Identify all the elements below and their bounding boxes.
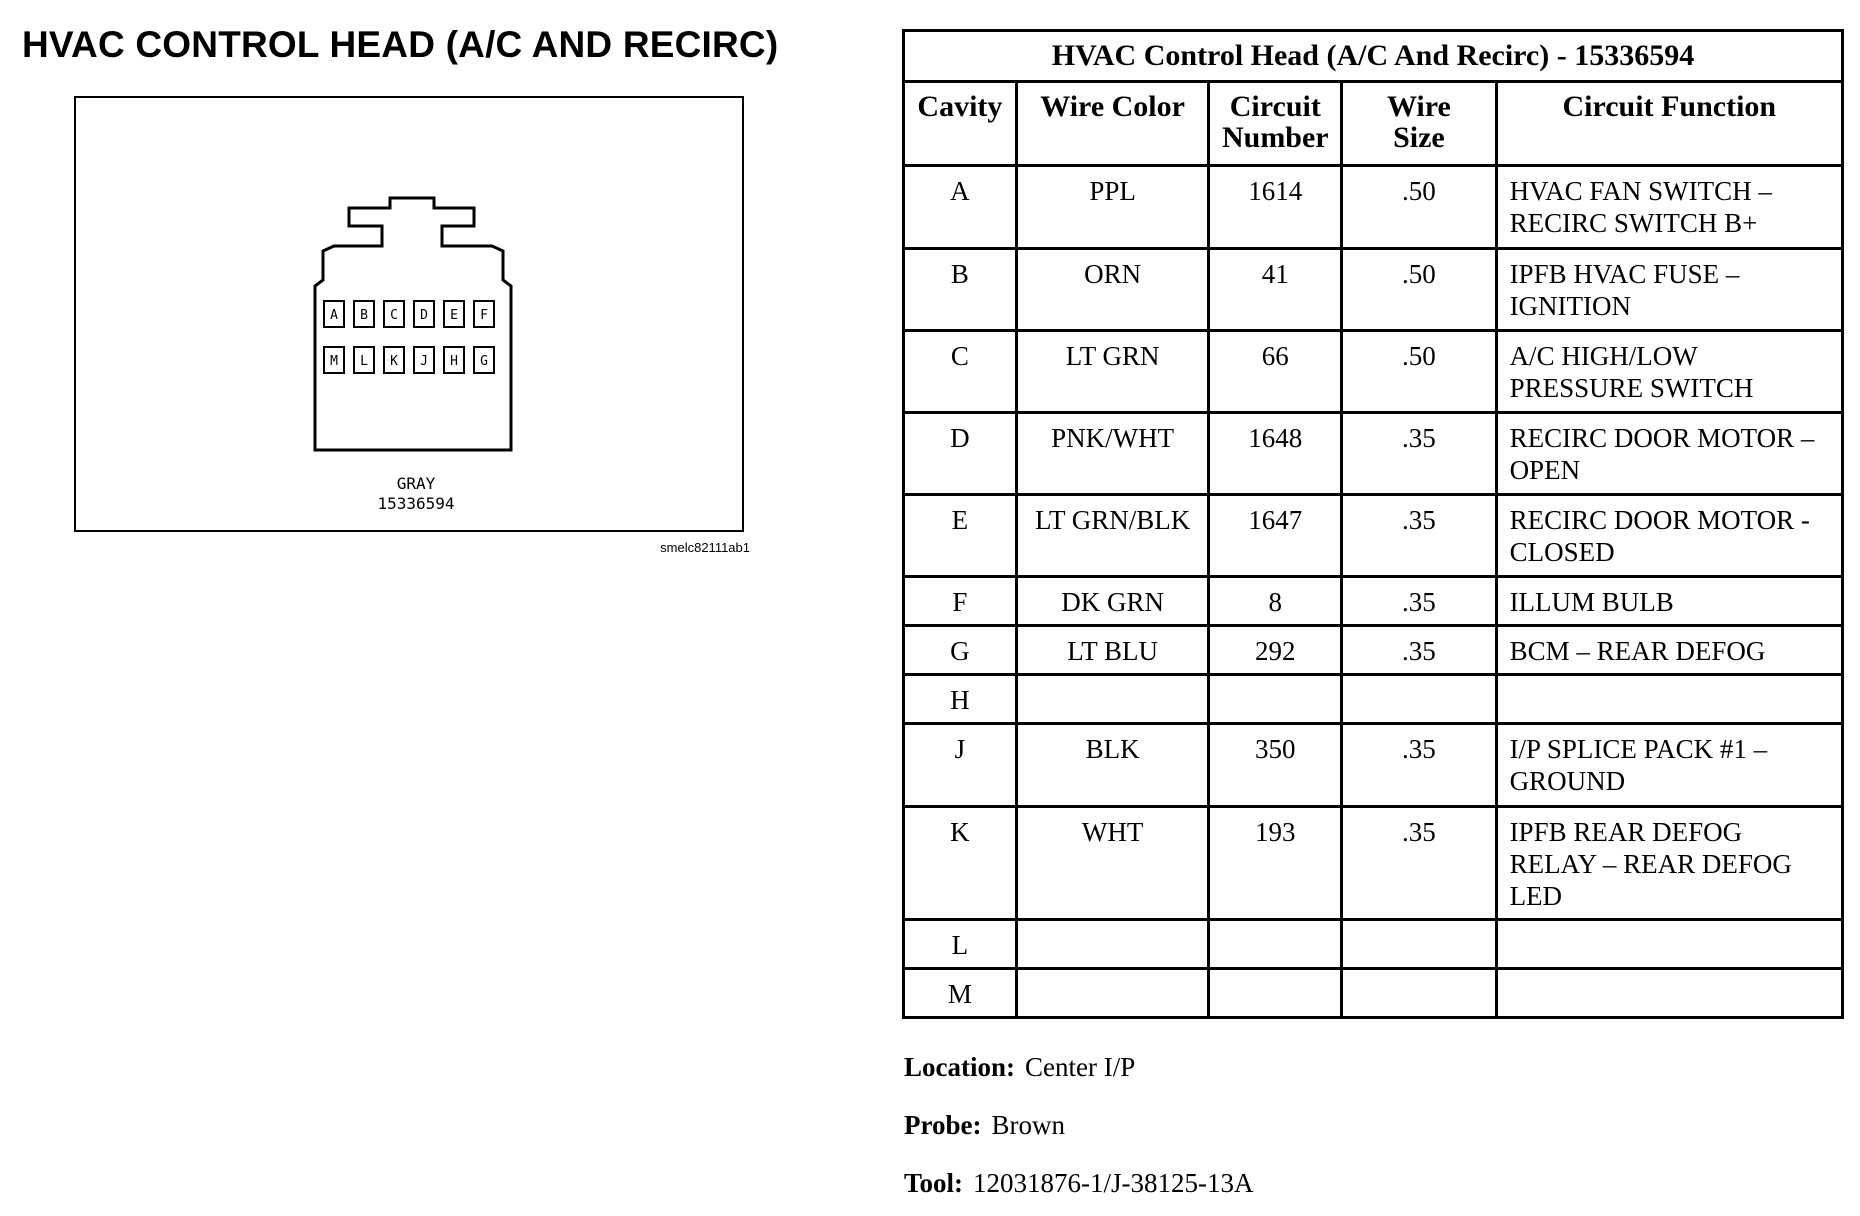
cell-wire-size: .35 [1342,413,1496,495]
table-row [904,331,1843,413]
cell-wire-color: WHT [1016,807,1209,920]
cell-circuit-number [1209,675,1342,724]
header-cavity: Cavity [904,82,1017,166]
cell-circuit-function [1496,920,1842,969]
cell-circuit-function: BCM – REAR DEFOG [1496,626,1842,675]
connector-color-label: GRAY [396,474,436,493]
cell-circuit-function: ILLUM BULB [1496,577,1842,626]
cell-wire-color: DK GRN [1016,577,1209,626]
cell-cavity: C [904,331,1017,413]
pin-label-h: H [450,354,458,369]
cell-circuit-function: RECIRC DOOR MOTOR - CLOSED [1496,495,1842,577]
location-value: Center I/P [1025,1052,1136,1082]
cell-circuit-function [1496,675,1842,724]
pin-label-m: M [330,354,338,369]
pin-label-f: F [480,308,488,323]
pin-label-c: C [390,308,398,323]
header-wire-size-line1: Wire [1386,90,1451,123]
location-label: Location: [904,1052,1015,1082]
table-title: HVAC Control Head (A/C And Recirc) - 15336594 [904,31,1843,82]
location-note [904,1052,1135,1083]
probe-label: Probe: [904,1110,982,1140]
connector-part-number: 15336594 [377,494,455,513]
tool-value: 12031876-1/J-38125-13A [973,1168,1254,1198]
table-row [904,920,1843,969]
cell-circuit-number: 350 [1209,724,1342,807]
cell-cavity: J [904,724,1017,807]
cell-circuit-number [1209,969,1342,1018]
cell-wire-size: .50 [1342,249,1496,331]
cell-circuit-function: I/P SPLICE PACK #1 – GROUND [1496,724,1842,807]
page-title: HVAC CONTROL HEAD (A/C AND RECIRC) [22,24,779,65]
cell-circuit-function: HVAC FAN SWITCH – RECIRC SWITCH B+ [1496,166,1842,249]
cell-cavity: L [904,920,1017,969]
cell-wire-size [1342,675,1496,724]
table-row [904,724,1843,807]
table-row [904,577,1843,626]
cell-wire-color [1016,969,1209,1018]
table-row [904,969,1843,1018]
table-row [904,807,1843,920]
header-wire-size [1342,82,1496,166]
cell-cavity: A [904,166,1017,249]
cell-wire-size: .50 [1342,166,1496,249]
header-wire-size-line2: Size [1393,121,1445,154]
cell-circuit-number: 66 [1209,331,1342,413]
cell-wire-color: ORN [1016,249,1209,331]
cell-wire-color: LT GRN/BLK [1016,495,1209,577]
table-row [904,675,1843,724]
cell-cavity: H [904,675,1017,724]
cell-wire-color: LT GRN [1016,331,1209,413]
cell-cavity: K [904,807,1017,920]
cell-circuit-number: 41 [1209,249,1342,331]
cell-wire-size: .50 [1342,331,1496,413]
figure-code: smelc82111ab1 [660,540,750,555]
pin-label-e: E [450,308,458,323]
cell-circuit-function [1496,969,1842,1018]
cell-wire-size: .35 [1342,577,1496,626]
table-row [904,249,1843,331]
cell-wire-size: .35 [1342,495,1496,577]
pin-label-a: A [330,308,338,323]
cell-circuit-number: 8 [1209,577,1342,626]
cell-circuit-function: IPFB REAR DEFOG RELAY – REAR DEFOG LED [1496,807,1842,920]
cell-wire-size [1342,969,1496,1018]
table-row [904,495,1843,577]
header-circuit-number [1209,82,1342,166]
cell-cavity: M [904,969,1017,1018]
cell-circuit-number: 1647 [1209,495,1342,577]
pinout-table [902,29,1844,1019]
cell-wire-size: .35 [1342,807,1496,920]
pin-label-d: D [420,308,428,323]
header-circuit-number-line2: Number [1221,121,1329,154]
cell-cavity: B [904,249,1017,331]
table-row [904,413,1843,495]
cell-wire-size [1342,920,1496,969]
header-circuit-function: Circuit Function [1496,82,1842,166]
cell-wire-color: BLK [1016,724,1209,807]
cell-circuit-number: 193 [1209,807,1342,920]
connector-caption [316,474,516,514]
pin-label-j: J [420,354,428,369]
cell-circuit-number: 292 [1209,626,1342,675]
header-circuit-number-line1: Circuit [1229,90,1321,123]
cell-cavity: G [904,626,1017,675]
cell-circuit-function: IPFB HVAC FUSE – IGNITION [1496,249,1842,331]
tool-label: Tool: [904,1168,964,1198]
cell-circuit-number [1209,920,1342,969]
cell-wire-color: PNK/WHT [1016,413,1209,495]
cell-wire-color: PPL [1016,166,1209,249]
pin-label-b: B [360,308,368,323]
cell-circuit-function: RECIRC DOOR MOTOR – OPEN [1496,413,1842,495]
pin-label-g: G [480,354,488,369]
pin-label-k: K [390,354,398,369]
header-wire-color: Wire Color [1016,82,1209,166]
connector-face-view [76,98,746,534]
cell-circuit-number: 1648 [1209,413,1342,495]
cell-wire-size: .35 [1342,626,1496,675]
tool-note [904,1168,1254,1199]
probe-value: Brown [991,1110,1065,1140]
probe-note [904,1110,1065,1141]
pin-label-l: L [360,354,368,369]
table-row [904,626,1843,675]
cell-wire-color [1016,675,1209,724]
cell-wire-color [1016,920,1209,969]
cell-cavity: F [904,577,1017,626]
connector-diagram [74,96,744,532]
cell-circuit-number: 1614 [1209,166,1342,249]
cell-cavity: D [904,413,1017,495]
cell-cavity: E [904,495,1017,577]
cell-wire-color: LT BLU [1016,626,1209,675]
table-row [904,166,1843,249]
cell-circuit-function: A/C HIGH/LOW PRESSURE SWITCH [1496,331,1842,413]
cell-wire-size: .35 [1342,724,1496,807]
